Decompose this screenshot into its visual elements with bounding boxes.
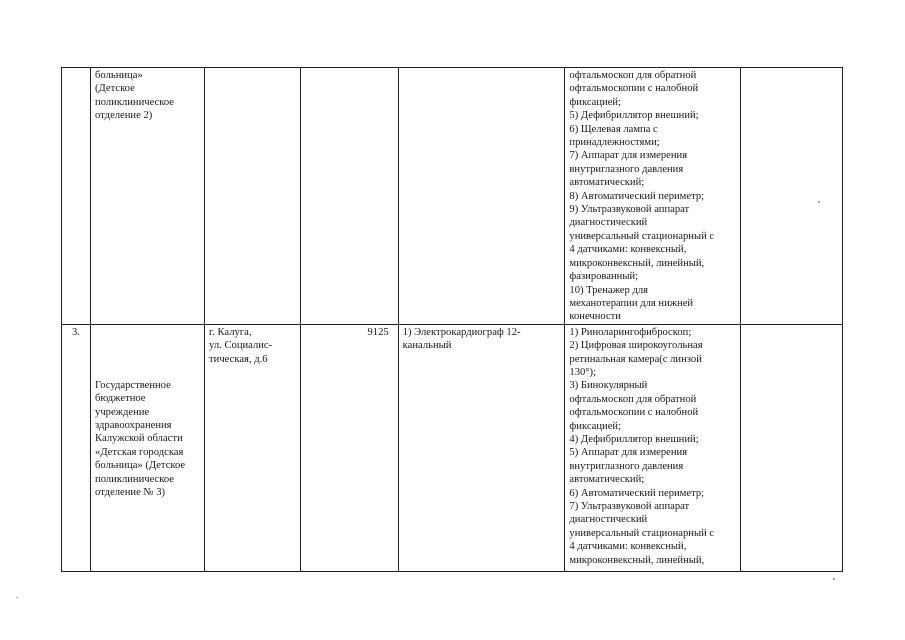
text-line: 4) Дефибриллятор внешний; — [569, 433, 699, 445]
text-line: 6) Автоматический периметр; — [569, 487, 705, 499]
text-line: 1) Риноларингофиброскоп; — [569, 326, 692, 338]
text-line: автоматический; — [569, 474, 645, 486]
text-line: ул. Социалис- — [209, 340, 273, 352]
text-line: ретинальная камера(с линзой — [569, 353, 702, 365]
text-line: фиксацией; — [569, 96, 622, 108]
text-line: универсальный стационарный с — [569, 527, 715, 539]
text-line: 4 датчиками: конвексный, — [569, 541, 687, 553]
text-line: офтальмоскоп для обратной — [569, 393, 697, 405]
text-line: «Детская городская — [95, 446, 184, 458]
existing-equipment-cell — [398, 68, 565, 325]
text-line: универсальный стационарный с — [569, 230, 715, 242]
text-line: больница» — [95, 70, 143, 81]
text-line: диагностический — [569, 514, 648, 526]
text-line: 1) Электрокардиограф 12- — [402, 326, 521, 338]
table-row-continued — [62, 68, 843, 325]
organization-text — [95, 69, 200, 123]
text-line: конечности — [569, 311, 621, 323]
text-line: канальный — [402, 340, 452, 352]
text-line: поликлиническое — [95, 96, 174, 108]
text-line: 7) Ультразвуковой аппарат — [569, 501, 690, 512]
row-number-cell: 3. — [62, 324, 91, 571]
address-cell — [205, 324, 301, 571]
text-line: г. Калуга, — [209, 326, 252, 338]
area-cell: 9125 — [300, 324, 398, 571]
text-line: бюджетное — [95, 393, 146, 405]
text-line: 6) Щелевая лампа с — [569, 123, 658, 135]
text-line: 4 датчиками: конвексный, — [569, 244, 687, 256]
text-line: поликлиническое — [95, 473, 174, 485]
text-line: Государственное — [95, 379, 171, 391]
planned-equipment-text — [569, 326, 735, 567]
text-line: отделение № 3) — [95, 486, 166, 498]
existing-equipment-cell — [398, 324, 565, 571]
text-line: принадлежностями; — [569, 137, 660, 149]
text-line: учреждение — [95, 406, 150, 418]
text-line: внутриглазного давления — [569, 163, 684, 175]
text-line: Калужской области — [95, 433, 183, 445]
text-line: офтальмоскопии с налобной — [569, 407, 699, 419]
text-line: 7) Аппарат для измерения — [569, 150, 688, 162]
text-line: офтальмоскоп для обратной — [569, 70, 697, 81]
text-line: внутриглазного давления — [569, 460, 684, 472]
area-cell — [300, 68, 398, 325]
planned-equipment-cell — [565, 68, 740, 325]
table-row-3 — [62, 324, 843, 571]
text-line: 5) Аппарат для измерения — [569, 447, 688, 459]
text-line: фиксацией; — [569, 420, 622, 432]
text-line: офтальмоскопии с налобной — [569, 83, 699, 95]
text-line: механотерапии для нижней — [569, 297, 694, 309]
planned-equipment-cell — [565, 324, 740, 571]
document-table — [61, 67, 843, 572]
text-line: здравоохранения — [95, 419, 172, 431]
text-line: диагностический — [569, 217, 648, 229]
text-line: 5) Дефибриллятор внешний; — [569, 110, 699, 122]
organization-text — [95, 379, 200, 500]
text-line: 9) Ультразвуковой аппарат — [569, 204, 690, 216]
text-line: тическая, д.6 — [209, 353, 268, 365]
text-line: микроконвексный, линейный, — [569, 554, 705, 566]
organization-cell — [91, 324, 205, 571]
planned-equipment-text — [569, 69, 735, 324]
text-line: автоматический; — [569, 177, 645, 189]
notes-cell — [740, 324, 842, 571]
notes-cell — [740, 68, 842, 325]
text-line: 3) Бинокулярный — [569, 380, 648, 392]
text-line: фазированный; — [569, 271, 639, 283]
scan-speck — [16, 597, 18, 598]
text-line: (Детское — [95, 83, 135, 95]
text-line: 8) Автоматический периметр; — [569, 190, 705, 202]
row-number-cell — [62, 68, 91, 325]
organization-cell — [91, 68, 205, 325]
existing-equipment-text — [403, 326, 561, 353]
text-line: микроконвексный, линейный, — [569, 257, 705, 269]
text-line: 10) Тренажер для — [569, 284, 648, 296]
address-text — [209, 326, 296, 366]
address-cell — [205, 68, 301, 325]
scan-speck — [833, 578, 835, 580]
scan-speck — [818, 201, 820, 203]
text-line: 130°); — [569, 366, 597, 378]
text-line: больница» (Детское — [95, 460, 186, 472]
text-line: отделение 2) — [95, 110, 153, 122]
text-line: 2) Цифровая широкоугольная — [569, 340, 703, 352]
